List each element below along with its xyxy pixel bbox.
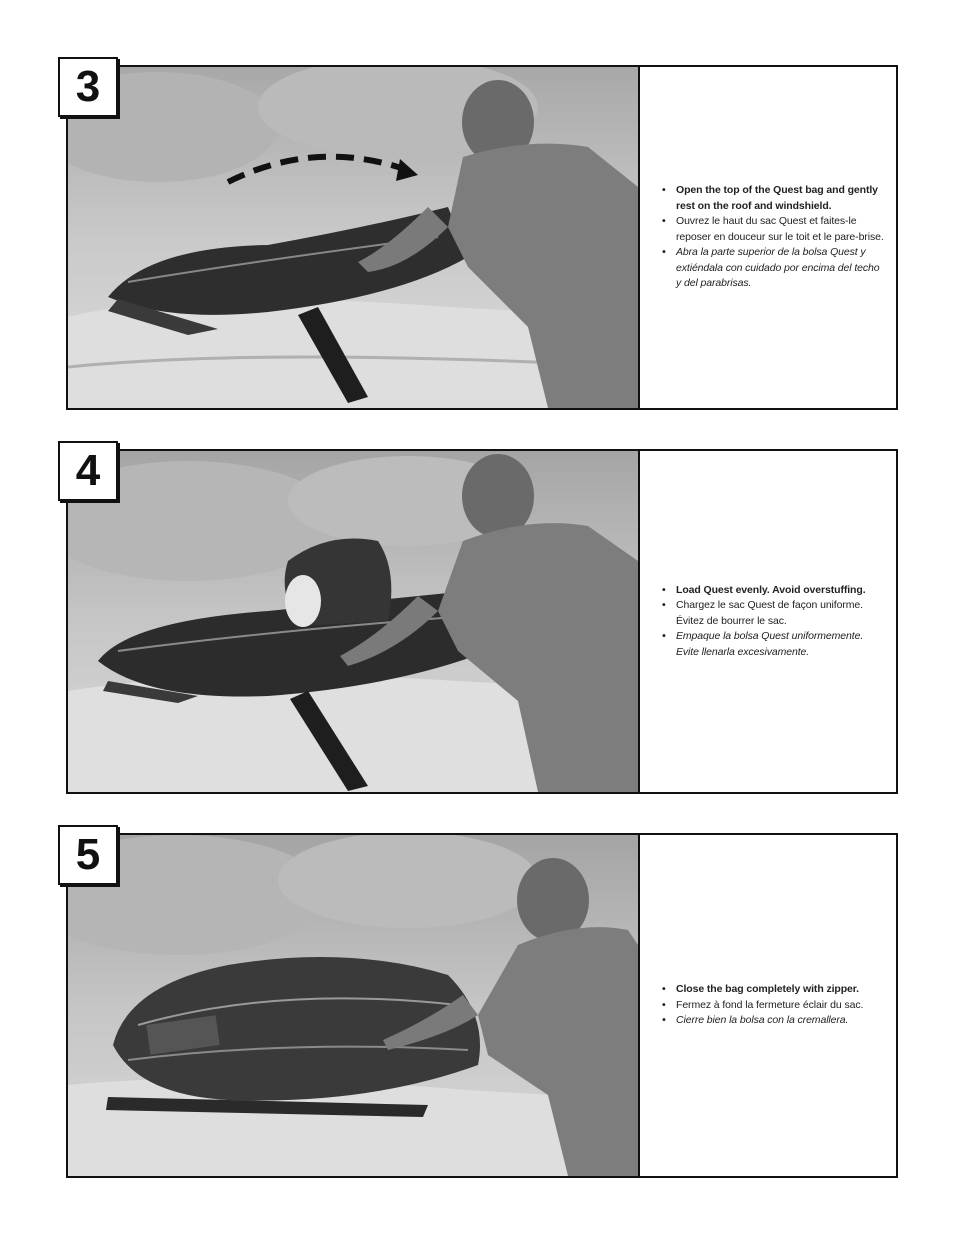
step-3-instructions — [660, 67, 886, 408]
instruction-french: • Fermez à fond la fermeture éclair du sac. — [660, 998, 886, 1014]
step-number: 5 — [58, 825, 118, 885]
step-4-instructions — [660, 451, 886, 792]
instruction-spanish: • Abra la parte superior de la bolsa Quest y extiéndala con cuidado por encima del techo y del parabrisas. — [660, 245, 886, 292]
step-3-photo — [68, 67, 640, 408]
step-5-photo — [68, 835, 640, 1176]
step-4-panel — [66, 446, 898, 794]
step-number: 4 — [58, 441, 118, 501]
step-5-instructions — [660, 835, 886, 1176]
instruction-french: • Ouvrez le haut du sac Quest et faites-le reposer en douceur sur le toit et le pare-brise. — [660, 214, 886, 245]
photo-illustration — [68, 451, 638, 792]
instruction-spanish: • Cierre bien la bolsa con la cremallera. — [660, 1013, 886, 1029]
photo-illustration — [68, 835, 638, 1176]
instruction-english: • Close the bag completely with zipper. — [660, 982, 886, 998]
step-4-photo — [68, 451, 640, 792]
instruction-english: • Load Quest evenly. Avoid overstuffing. — [660, 583, 886, 599]
step-5-panel — [66, 830, 898, 1178]
instruction-spanish: • Empaque la bolsa Quest uniformemente. Evite llenarla excesivamente. — [660, 629, 886, 660]
step-number: 3 — [58, 57, 118, 117]
step-3-panel — [66, 62, 898, 410]
photo-illustration — [68, 67, 638, 408]
instruction-english: • Open the top of the Quest bag and gently rest on the roof and windshield. — [660, 183, 886, 214]
instruction-french: • Chargez le sac Quest de façon uniforme. Évitez de bourrer le sac. — [660, 598, 886, 629]
